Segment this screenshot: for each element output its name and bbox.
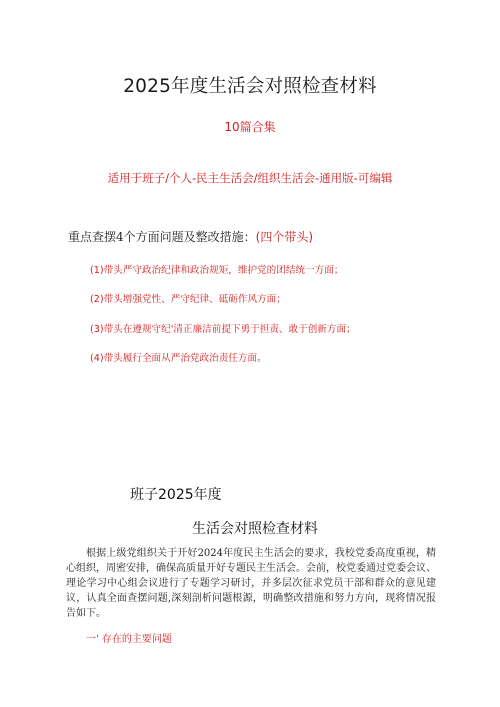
section-heading: 一' 存在的主要问题	[86, 634, 172, 645]
focus-item-2: (2)带头增强党性、严守纪律、砥砺作风方面；	[90, 294, 286, 305]
focus-item-1: (1)带头严守政治纪律和政治规矩，维护党的团结统一方面；	[90, 265, 344, 276]
focus-item-4: (4)带头履行全面从严治党政治责任方面。	[90, 353, 267, 364]
focus-tag: (四个带头)	[255, 230, 314, 244]
focus-intro: 重点查摆4个方面问题及整改措施：	[68, 230, 256, 244]
focus-heading	[68, 228, 313, 245]
collection-subtitle: 10篇合集	[224, 120, 276, 134]
document-title: 2025年度生活会对照检查材料	[123, 76, 377, 97]
team-title: 班子2025年度	[130, 487, 222, 503]
applicable-scope: 适用于班子/个人-民主生活会/组织生活会-通用版-可编辑	[107, 171, 393, 185]
team-subtitle: 生活会对照检查材料	[192, 521, 318, 537]
focus-item-3: (3)带头在遵规守纪'清正廉洁前提下勇于担责、敢于创新方面；	[90, 324, 356, 335]
intro-paragraph: 根据上级党组织关于开好2024年度民主生活会的要求，我校党委高度重视，精心组织，周密安排，确保高质量开好专题民主生活会。会前，校党委通过党委会议、理论学习中心组会议进行了专题学习研讨，并多层次征求党员干部和群众的意见建议，认真全面查摆问题,深刻剖析问题根源，明确整改措施和努力方向，现将情况报告如下。	[66, 548, 436, 619]
